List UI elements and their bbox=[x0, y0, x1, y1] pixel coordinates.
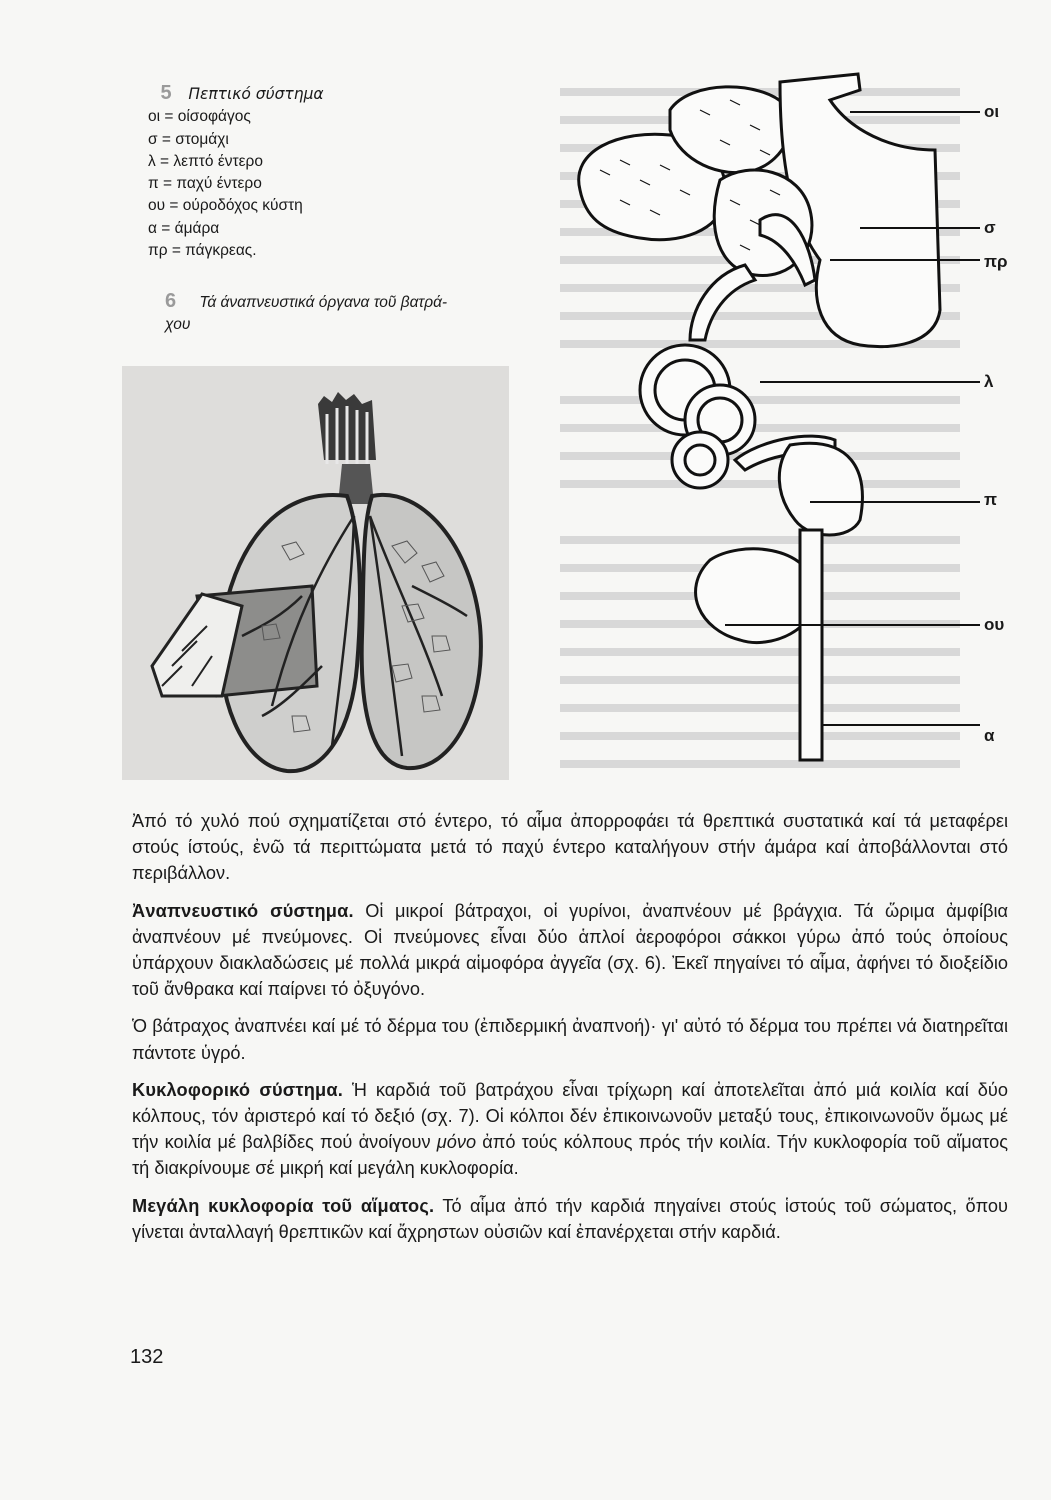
label-bladder: ου bbox=[984, 615, 1005, 634]
figure6-caption bbox=[165, 290, 565, 336]
paragraph-text: ἀπό τούς κόλπους πρός τήν κοιλία. Τήν κυκλοφορία τοῦ αἵματος τή διακρίνουμε σέ μικρή καί μεγάλη κυκλοφορία. bbox=[132, 1132, 1008, 1179]
lungs-illustration bbox=[122, 366, 509, 780]
legend-item: οι = οίσοφάγος bbox=[148, 108, 251, 126]
paragraph-text: Ἀπό τό χυλό πού σχηματίζεται στό έντερο, τό αἷμα ἀπορροφάει τά θρεπτικά συστατικά καί τά μεταφέρει στούς ίστούς, ἐνῶ τά περιττώματα μετά τό παχύ έντερο καταλήγουν στήν άμάρα καί ἀποβάλλονται στό περιβάλλον. bbox=[132, 811, 1008, 884]
legend-item: ου = ούροδόχος κύστη bbox=[148, 197, 303, 215]
legend-item: σ = στομάχι bbox=[148, 130, 229, 148]
legend-item: π = παχύ έντερο bbox=[148, 175, 262, 193]
paragraph bbox=[132, 1077, 1008, 1182]
figure5-number: 5 bbox=[160, 82, 172, 104]
emphasis: μόνο bbox=[436, 1132, 477, 1153]
label-cloaca: α bbox=[984, 726, 995, 745]
label-small-intestine: λ bbox=[984, 372, 994, 391]
digestive-drawing bbox=[560, 70, 1051, 790]
section-heading-circulatory: Κυκλοφορικό σύστημα. bbox=[132, 1079, 343, 1100]
legend-list bbox=[148, 106, 388, 262]
page-number: 132 bbox=[130, 1346, 164, 1368]
figure6-number: 6 bbox=[165, 290, 177, 312]
paragraph bbox=[132, 1193, 1008, 1245]
figure5-heading bbox=[148, 82, 388, 106]
label-esophagus: οι bbox=[984, 102, 1000, 121]
lungs-drawing bbox=[122, 366, 509, 780]
paragraph-text: Ἡ καρδιά τοῦ βατράχου εἶναι τρίχωρη καί ἀποτελεῖται ἀπό μιά κοιλία καί δύο κόλπους, τόν ἀριστερό καί τό δεξιό (σχ. 7). Οἱ κόλποι δέν ἐπικοινωνοῦν μεταξύ τους, ἐπικοινωνοῦν ὅμως μέ τήν κοιλία μέ βαλβίδες πού ἀνοίγουν bbox=[132, 1079, 1008, 1153]
figure5-legend bbox=[148, 82, 388, 262]
section-heading-systemic-circulation: Μεγάλη κυκλοφορία τοῦ αἵματος. bbox=[132, 1195, 435, 1216]
label-large-intestine: π bbox=[984, 490, 998, 509]
label-stomach: σ bbox=[984, 218, 996, 237]
figure6-caption-line1: Τά άναπνευστικά όργανα τοῦ βατρά- bbox=[199, 294, 448, 311]
paragraph-text: Οἱ μικροί βάτραχοι, οἱ γυρίνοι, ἀναπνέουν μέ βράγχια. Τά ὥριμα ἀμφίβια ἀναπνέουν μέ πνεύμονες. Οἱ πνεύμονες εἶναι δύο ἁπλοί ἀεροφόροι σάκκοι γύρω ἀπό τούς ὁποίους ὑπάρχουν διακλαδώσεις μέ πολλά μικρά αἱμοφόρα ἀγγεῖα (σχ. 6). Ἐκεῖ πηγαίνει τό αἷμα, ἀφήνει τό διοξείδιο τοῦ ἄνθρακα καί παίρνει τό ὀξυγόνο. bbox=[132, 900, 1009, 1000]
legend-item: α = άμάρα bbox=[148, 219, 220, 237]
paragraph bbox=[132, 808, 1008, 887]
figure6-caption-line2: χου bbox=[165, 316, 191, 333]
legend-item: λ = λεπτό έντερο bbox=[148, 152, 263, 170]
legend-item: πρ = πάγκρεας. bbox=[148, 242, 257, 260]
section-heading-respiratory: Ἀναπνευστικό σύστημα. bbox=[132, 900, 354, 921]
paragraph bbox=[132, 898, 1008, 1003]
figure5-title: Πεπτικό σύστημα bbox=[188, 85, 324, 103]
digestive-system-illustration bbox=[560, 70, 1051, 790]
label-pancreas: πρ bbox=[984, 252, 1008, 271]
paragraph-text: Ὁ βάτραχος ἀναπνέει καί μέ τό δέρμα του (ἐπιδερμική ἀναπνοή)· γι' αὐτό τό δέρμα του πρέπει νά διατηρεῖται πάντοτε ὑγρό. bbox=[132, 1016, 1008, 1063]
body-text bbox=[132, 808, 1008, 1256]
paragraph bbox=[132, 1013, 1008, 1065]
paragraph-text: Τό αἷμα ἀπό τήν καρδιά πηγαίνει στούς ἱστούς τοῦ σώματος, ὅπου γίνεται ἀνταλλαγή θρεπτικῶν καί ἄχρηστων οὐσιῶν καί ἐπανέρχεται στήν καρδιά. bbox=[132, 1195, 1008, 1242]
